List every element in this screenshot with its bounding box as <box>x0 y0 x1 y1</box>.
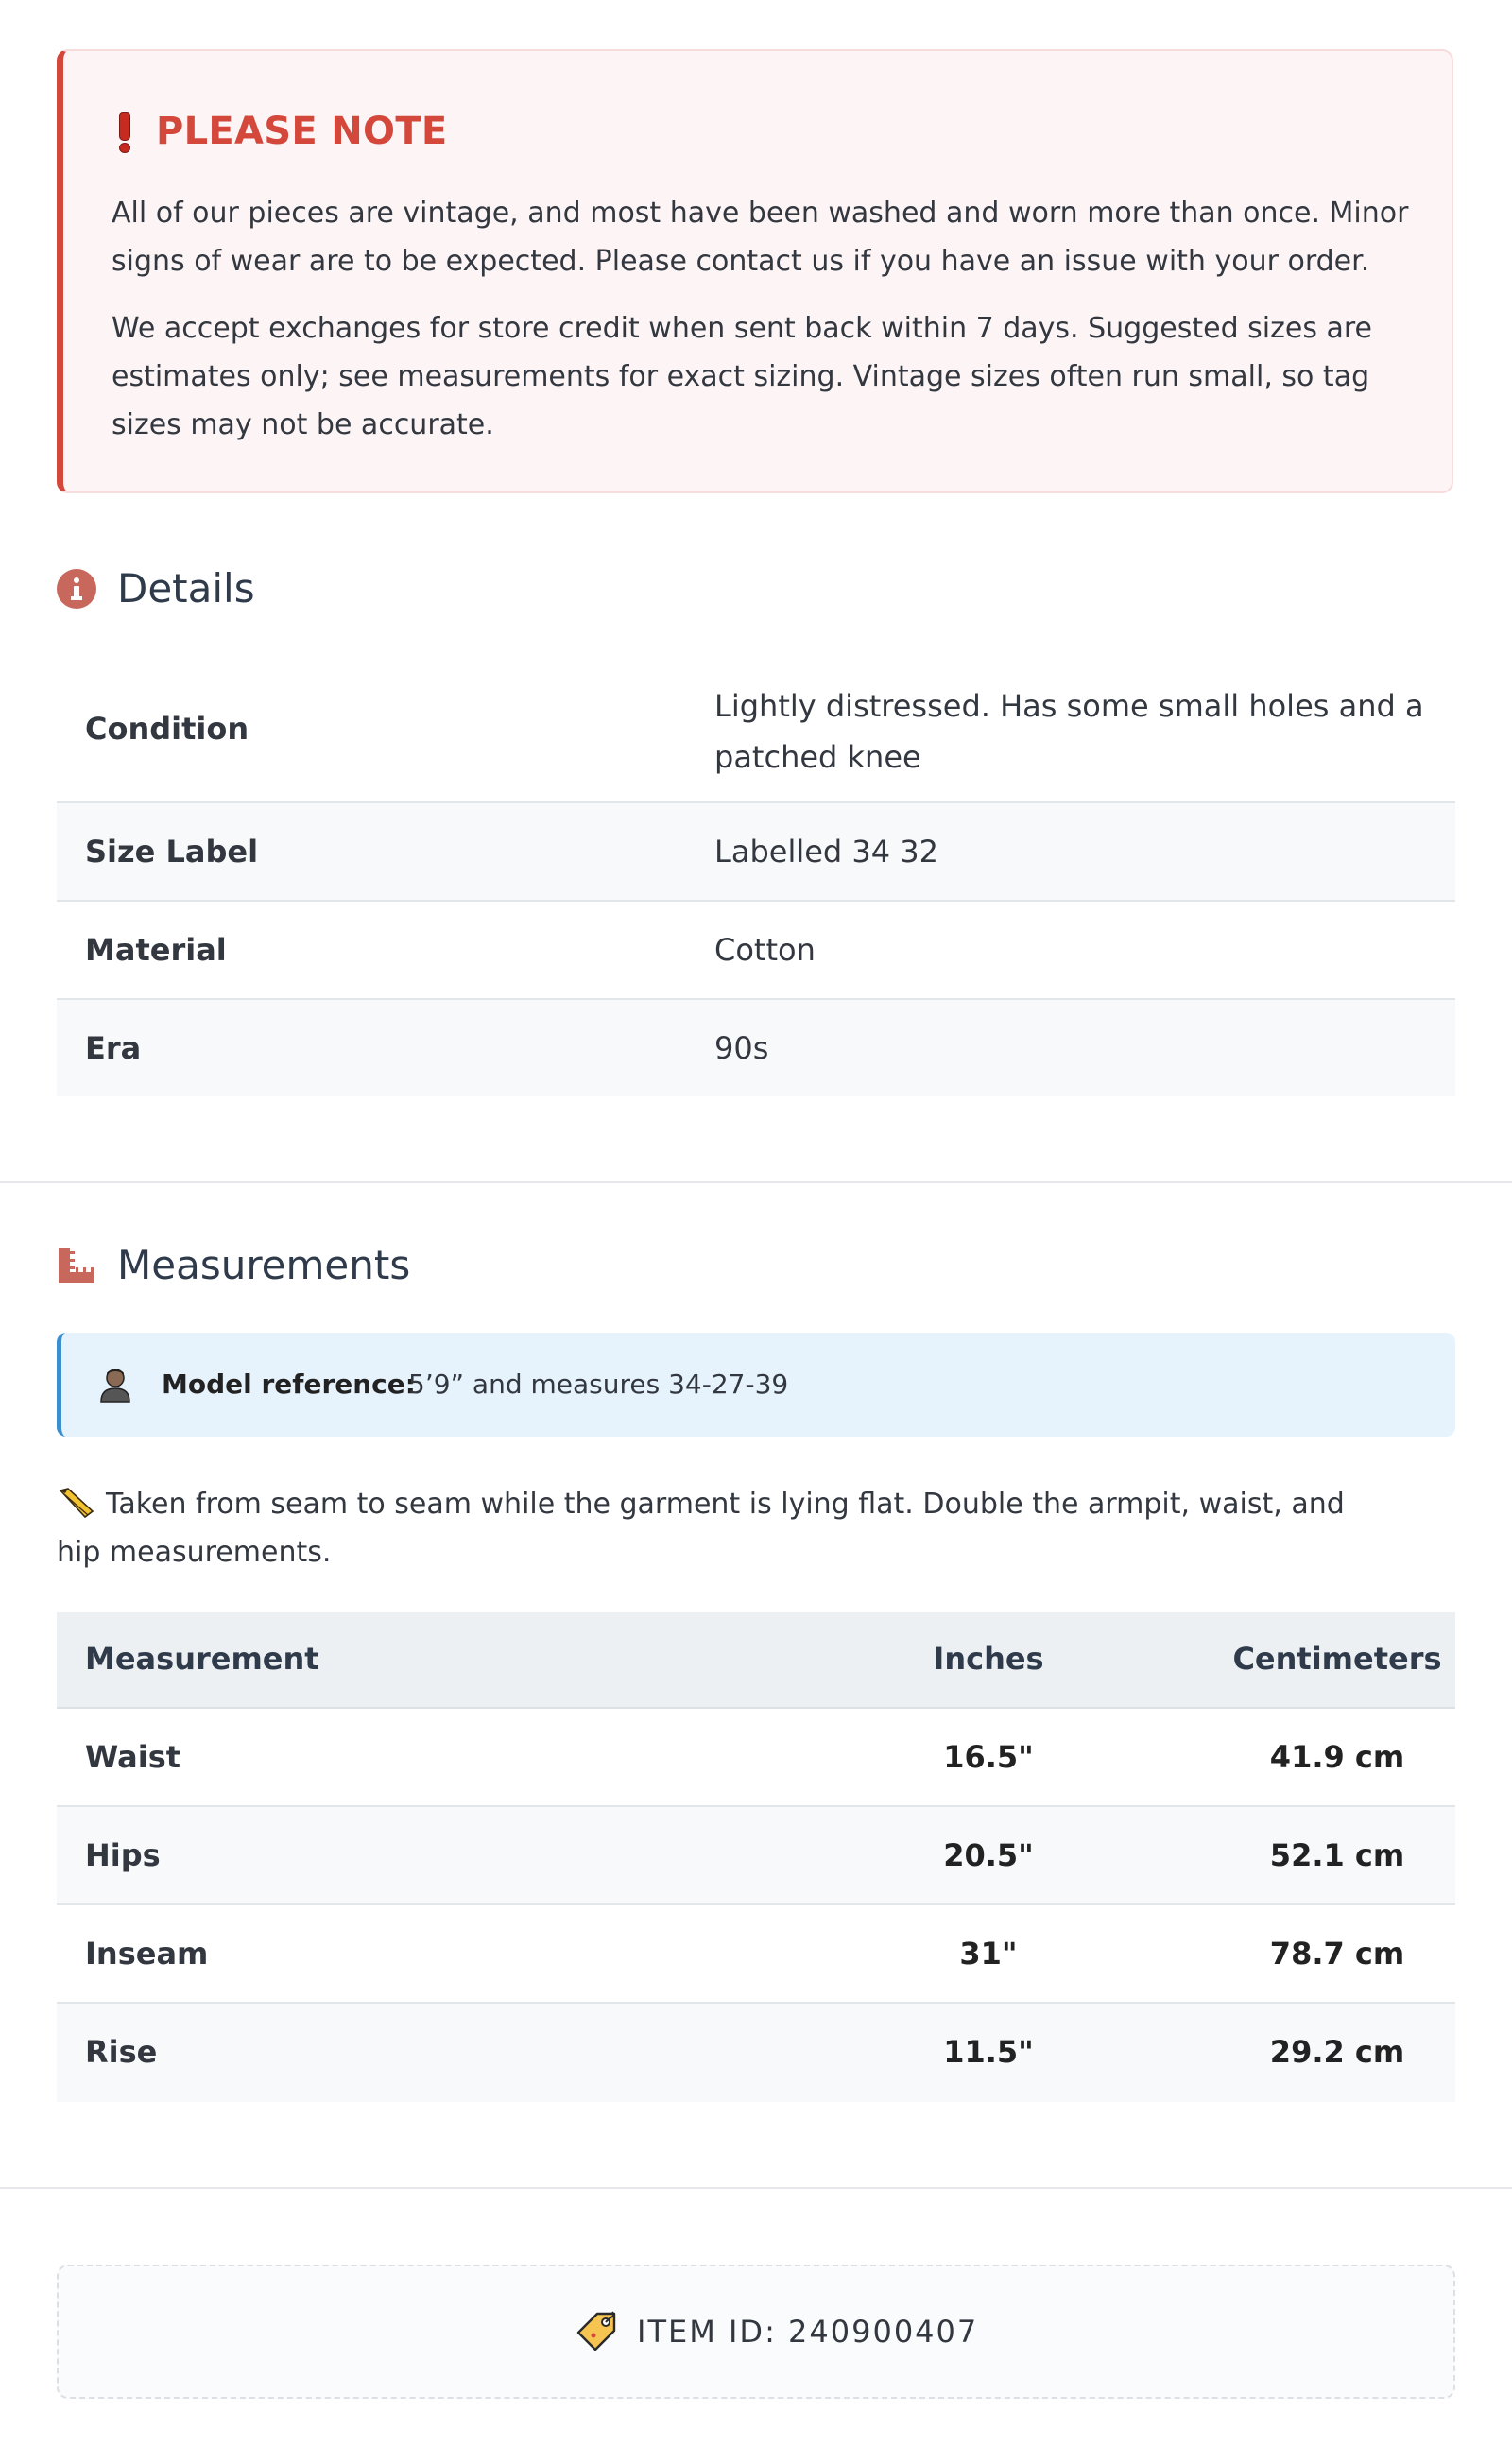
details-title: Details <box>117 565 255 612</box>
details-value: Lightly distressed. Has some small holes and a patched knee <box>714 688 1424 775</box>
measurement-cm: 52.1 cm <box>1269 1837 1405 1873</box>
table-row <box>57 1807 1455 1905</box>
model-reference-label: Model reference: <box>162 1369 416 1400</box>
measurements-header <box>57 1242 410 1288</box>
measurements-title: Measurements <box>117 1242 411 1288</box>
details-row-condition <box>57 662 1455 803</box>
measurement-inches: 31" <box>959 1936 1018 1972</box>
notice-paragraph-2: We accept exchanges for store credit when sent back within 7 days. Suggested sizes are estimates only; see measurements for exact sizing. Vintage sizes often run small, so tag sizes may not be accurate. <box>112 312 1373 441</box>
notice-header <box>118 110 448 153</box>
measurement-name: Hips <box>85 1837 161 1873</box>
details-row-material <box>57 902 1455 1000</box>
table-row <box>57 1709 1455 1807</box>
measurement-inches: 16.5" <box>943 1739 1034 1775</box>
person-icon <box>99 1367 131 1403</box>
info-icon <box>57 569 96 609</box>
table-row <box>57 1905 1455 2004</box>
model-reference-value: 5’9” and measures 34-27-39 <box>408 1369 789 1400</box>
details-label: Era <box>85 1030 142 1066</box>
model-reference-box <box>57 1333 1455 1437</box>
details-header <box>57 565 255 612</box>
details-value: Labelled 34 32 <box>714 834 938 870</box>
details-label: Condition <box>85 711 249 747</box>
section-divider <box>0 2187 1512 2189</box>
header-centimeters: Centimeters <box>1232 1641 1442 1677</box>
details-value: Cotton <box>714 932 816 968</box>
tag-icon <box>575 2310 618 2353</box>
item-id-box <box>57 2265 1455 2399</box>
ruler-icon <box>57 1246 96 1285</box>
item-id: ITEM ID: 240900407 <box>637 2314 979 2350</box>
measurement-name: Waist <box>85 1739 181 1775</box>
notice-paragraph-1: All of our pieces are vintage, and most have been washed and worn more than once. Minor signs of wear are to be expected. Please contact us if you have an issue with your order. <box>112 197 1409 278</box>
section-divider <box>0 1181 1512 1183</box>
details-row-size-label <box>57 803 1455 902</box>
pencil-icon <box>57 1486 94 1518</box>
measurement-name: Rise <box>85 2034 158 2070</box>
measurement-cm: 29.2 cm <box>1269 2034 1405 2070</box>
exclamation-icon <box>118 112 128 150</box>
details-label: Size Label <box>85 834 259 870</box>
measurement-note-text: Taken from seam to seam while the garment is lying flat. Double the armpit, waist, and hip measurements. <box>57 1488 1345 1569</box>
notice-title: PLEASE NOTE <box>156 110 448 153</box>
details-label: Material <box>85 932 227 968</box>
measurement-inches: 20.5" <box>943 1837 1034 1873</box>
measurement-note <box>57 1480 1380 1576</box>
details-value: 90s <box>714 1030 769 1066</box>
measurements-table-header <box>57 1612 1455 1709</box>
measurement-inches: 11.5" <box>943 2034 1034 2070</box>
details-row-era <box>57 1000 1455 1096</box>
measurement-name: Inseam <box>85 1936 209 1972</box>
header-inches: Inches <box>933 1641 1044 1677</box>
table-row <box>57 2004 1455 2102</box>
measurement-cm: 78.7 cm <box>1269 1936 1405 1972</box>
header-measurement: Measurement <box>85 1641 319 1677</box>
measurement-cm: 41.9 cm <box>1269 1739 1405 1775</box>
